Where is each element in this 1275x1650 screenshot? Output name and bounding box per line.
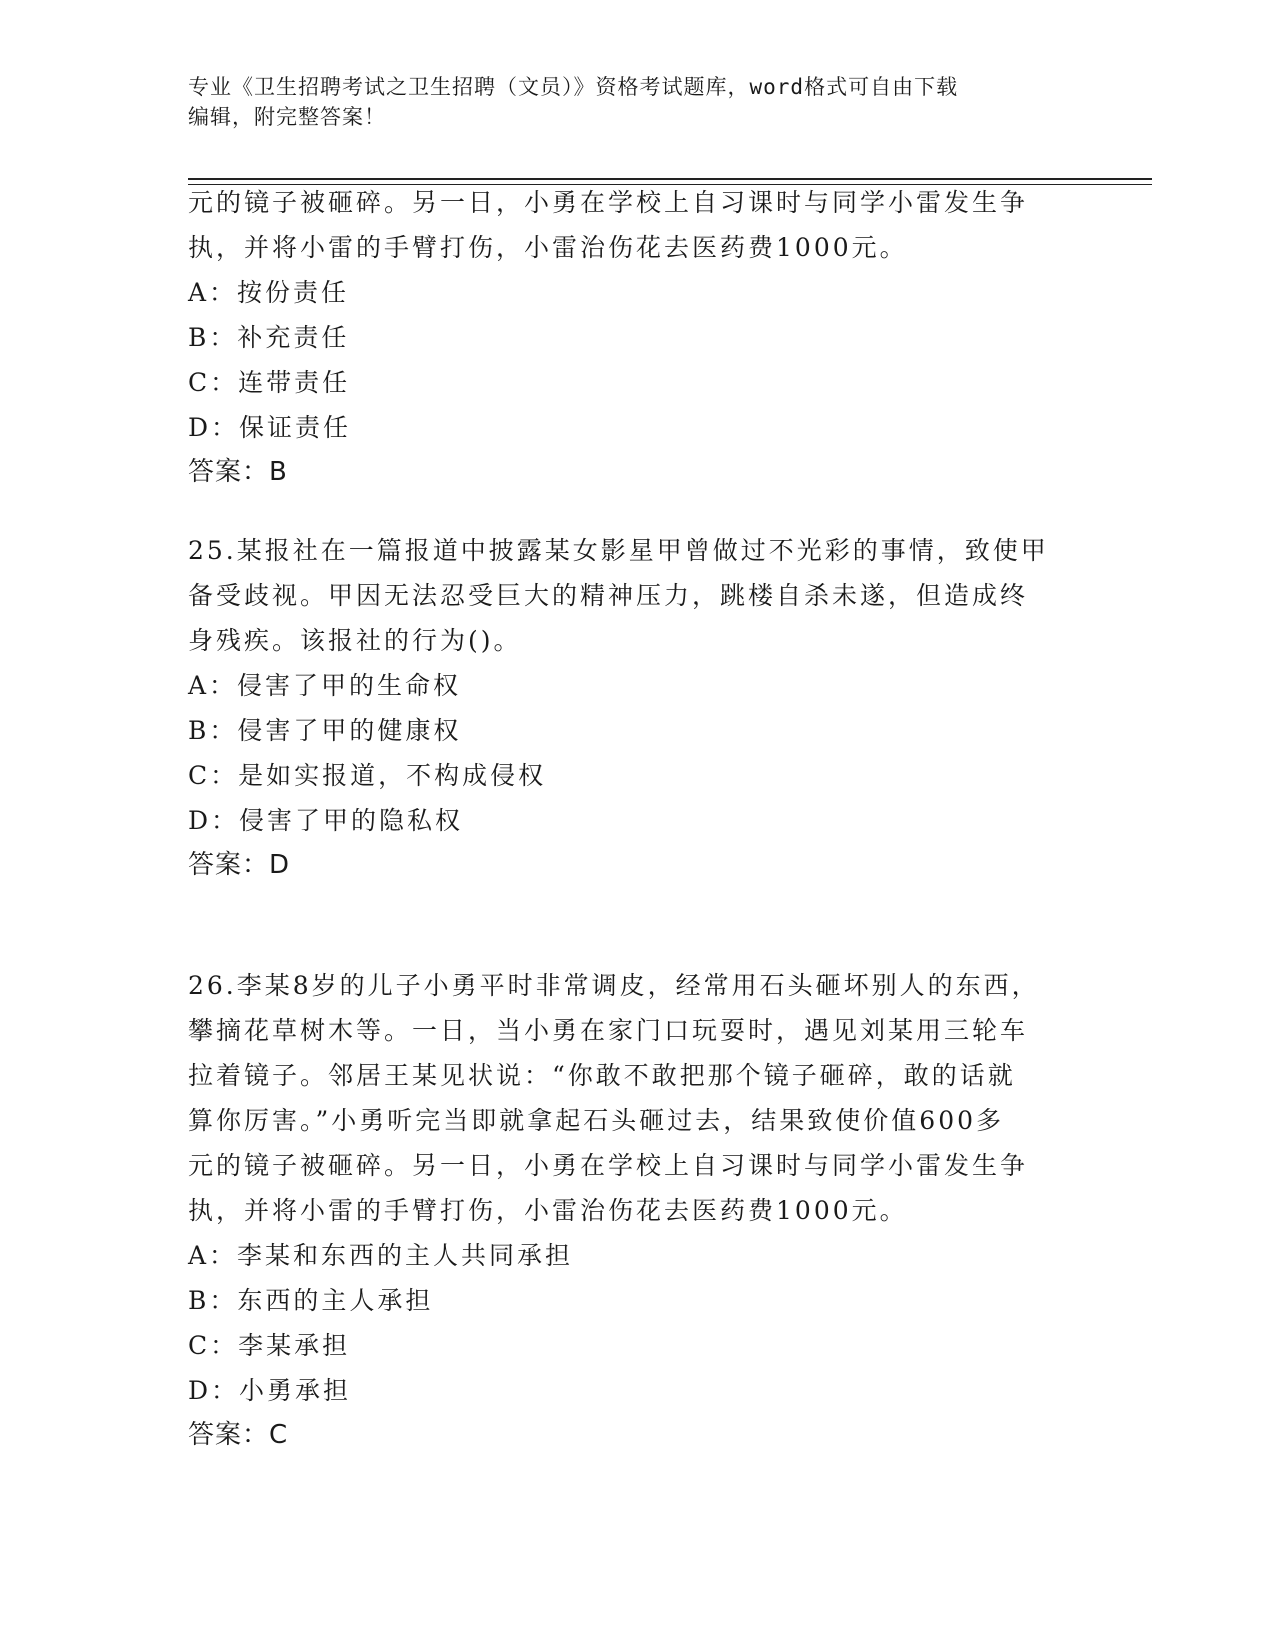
question-text-line: 元的镜子被砸碎。另一日，小勇在学校上自习课时与同学小雷发生争 <box>188 188 1029 217</box>
option-a: A：李某和东西的主人共同承担 <box>188 1241 574 1270</box>
question-25 <box>188 528 1088 888</box>
answer-line: 答案：C <box>188 1420 289 1450</box>
question-continuation <box>188 180 1088 495</box>
option-d: D：保证责任 <box>188 413 352 442</box>
header-line-2: 编辑，附完整答案！ <box>188 105 386 129</box>
question-text-line: 身残疾。该报社的行为()。 <box>188 626 522 655</box>
option-d: D：小勇承担 <box>188 1376 352 1405</box>
option-b: B：东西的主人承担 <box>188 1286 434 1315</box>
answer-line: 答案：B <box>188 457 288 487</box>
question-text-line: 攀摘花草树木等。一日，当小勇在家门口玩耍时，遇见刘某用三轮车 <box>188 1016 1029 1045</box>
answer-line: 答案：D <box>188 850 291 880</box>
option-a: A：侵害了甲的生命权 <box>188 671 462 700</box>
option-c: C：李某承担 <box>188 1331 351 1360</box>
question-text-line: 26.李某8岁的儿子小勇平时非常调皮，经常用石头砸坏别人的东西， <box>188 971 1040 1000</box>
document-header <box>188 72 1088 132</box>
option-a: A：按份责任 <box>188 278 350 307</box>
option-b: B：侵害了甲的健康权 <box>188 716 462 745</box>
header-line-1: 专业《卫生招聘考试之卫生招聘（文员）》资格考试题库，word格式可自由下载 <box>188 75 959 99</box>
option-b: B：补充责任 <box>188 323 350 352</box>
question-text-line: 备受歧视。甲因无法忍受巨大的精神压力，跳楼自杀未遂，但造成终 <box>188 581 1029 610</box>
option-c: C：连带责任 <box>188 368 351 397</box>
question-26 <box>188 963 1088 1458</box>
option-d: D：侵害了甲的隐私权 <box>188 806 464 835</box>
option-c: C：是如实报道，不构成侵权 <box>188 761 547 790</box>
question-text-line: 执，并将小雷的手臂打伤，小雷治伤花去医药费1000元。 <box>188 1196 908 1225</box>
question-text-line: 执，并将小雷的手臂打伤，小雷治伤花去医药费1000元。 <box>188 233 908 262</box>
question-text-line: 元的镜子被砸碎。另一日，小勇在学校上自习课时与同学小雷发生争 <box>188 1151 1029 1180</box>
question-text-line: 拉着镜子。邻居王某见状说：“你敢不敢把那个镜子砸碎，敢的话就 <box>188 1061 1016 1090</box>
question-text-line: 算你厉害。”小勇听完当即就拿起石头砸过去，结果致使价值600多 <box>188 1106 1005 1135</box>
question-text-line: 25.某报社在一篇报道中披露某女影星甲曾做过不光彩的事情，致使甲 <box>188 536 1049 565</box>
